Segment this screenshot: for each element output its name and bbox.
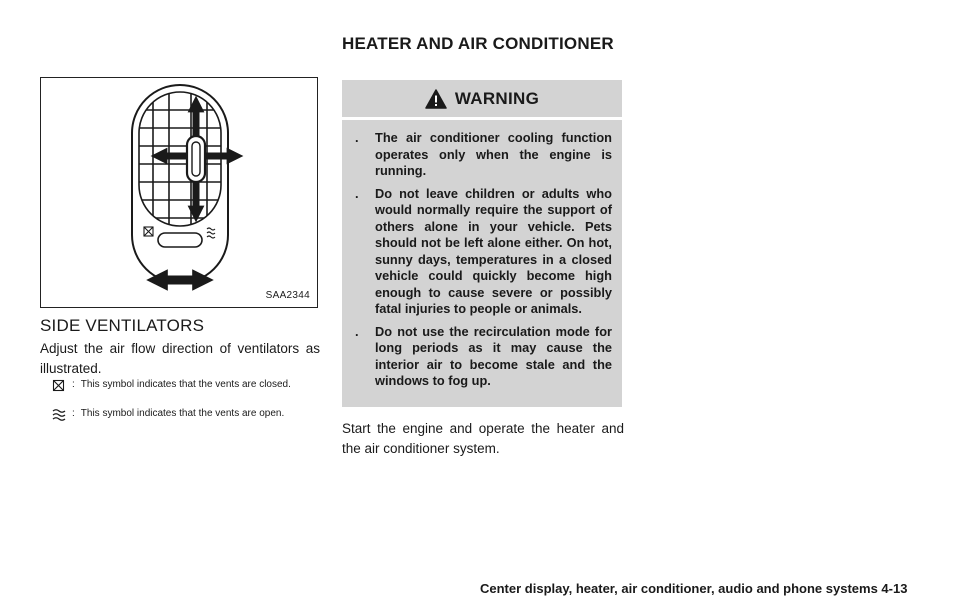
- warning-item: [355, 324, 612, 390]
- operation-paragraph: Start the engine and operate the heater and the air conditioner system.: [342, 421, 624, 456]
- vent-open-icon: [52, 408, 66, 421]
- warning-list: [342, 120, 622, 390]
- bullet: .: [355, 185, 359, 201]
- legend-vents-closed: [52, 379, 311, 392]
- legend-closed-text: This symbol indicates that the vents are closed.: [80, 379, 291, 390]
- warning-item-text: The air conditioner cooling function operates only when the engine is running.: [375, 130, 612, 178]
- warning-item-text: Do not use the recirculation mode for long periods as it may cause the interior air to become stale and the windows to fog up.: [375, 323, 612, 388]
- section-heading: HEATER AND AIR CONDITIONER: [342, 34, 614, 53]
- warning-box: [342, 80, 622, 407]
- bullet: .: [355, 323, 359, 339]
- warning-item-text: Do not leave children or adults who would normally require the support of others alone in your vehicle. Pets should not be left alone either. On hot, sunny days, temperatures in a closed vehicle could quickly become high enough to cause severe or possibly fatal injuries to people or animals.: [375, 185, 612, 316]
- legend-vents-open: [52, 408, 311, 421]
- figure-code: SAA2344: [265, 290, 310, 301]
- vent-center-knob: [187, 136, 205, 182]
- side-ventilators-body: Adjust the air flow direction of ventilators as illustrated.: [40, 341, 320, 376]
- vent-closed-icon: [52, 379, 66, 392]
- bullet: .: [355, 130, 359, 145]
- warning-item: [355, 130, 612, 180]
- warning-title: WARNING: [454, 88, 540, 108]
- vent-thumbwheel: [158, 233, 202, 247]
- warning-item: [355, 186, 612, 318]
- warning-header: [342, 80, 622, 120]
- legend-colon: :: [72, 379, 75, 390]
- page-footer: Center display, heater, air conditioner, audio and phone systems 4-13: [480, 581, 908, 596]
- side-vent-illustration: [40, 77, 318, 308]
- warning-triangle-icon: [425, 89, 447, 109]
- side-ventilators-title: SIDE VENTILATORS: [40, 316, 205, 335]
- legend-open-text: This symbol indicates that the vents are open.: [80, 408, 285, 419]
- legend-colon: :: [72, 408, 75, 419]
